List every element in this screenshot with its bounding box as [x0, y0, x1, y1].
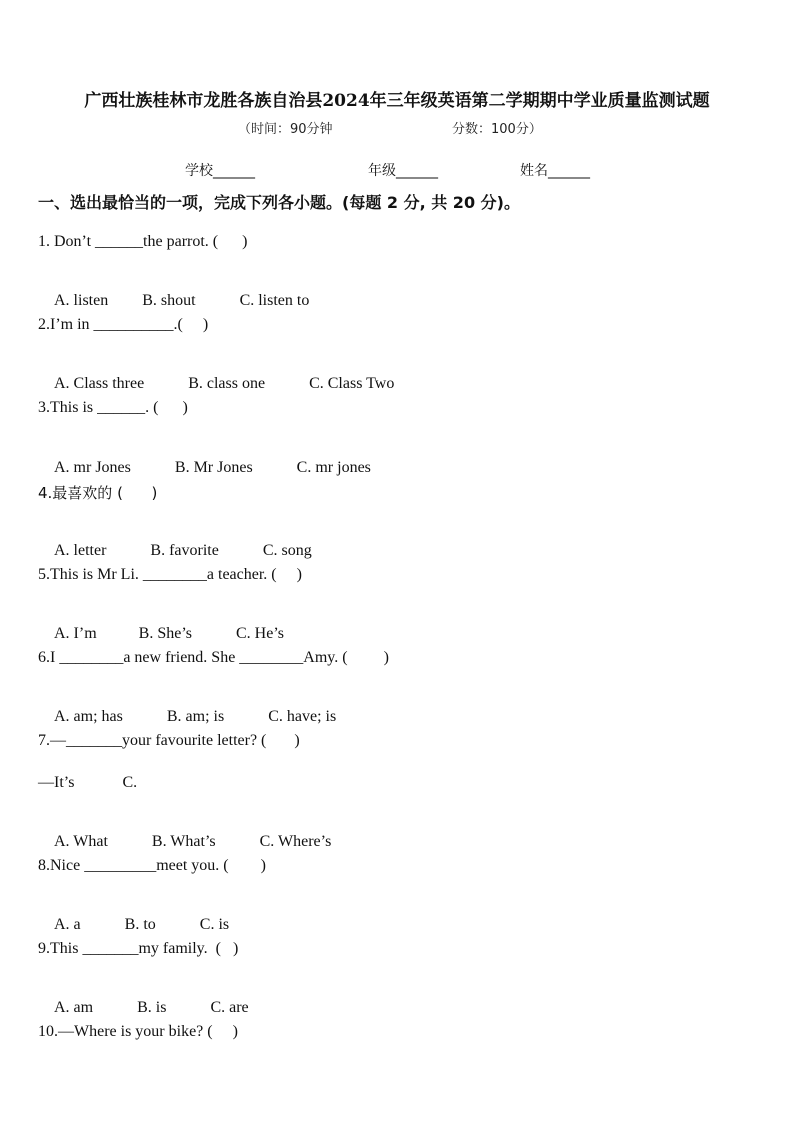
option-b[interactable]: B. She’s [138, 625, 192, 642]
question-stem: 10.—Where is your bike? ( ) [38, 1023, 238, 1040]
exam-meta [0, 118, 794, 138]
option-c[interactable]: C. have; is [268, 708, 337, 725]
option-b[interactable]: B. am; is [166, 708, 225, 725]
question-stem: 1. Don’t ______the parrot. ( ) [38, 233, 248, 250]
question-extra-line: —It’s C. [38, 774, 138, 791]
option-c[interactable]: C. is [199, 916, 230, 933]
option-c[interactable]: C. Where’s [259, 833, 332, 850]
question-stem: 7.—_______your favourite letter? ( ) [38, 732, 300, 749]
exam-time: （时间：90分钟 [238, 122, 333, 137]
option-c[interactable]: C. mr jones [296, 459, 371, 476]
option-b[interactable]: B. is [137, 999, 167, 1016]
option-b[interactable]: B. favorite [150, 542, 219, 559]
option-b[interactable]: B. to [124, 916, 156, 933]
school-field[interactable]: 学校______ [185, 163, 255, 179]
question-stem: 2.I’m in __________.( ) [38, 316, 209, 333]
grade-field[interactable]: 年级______ [368, 163, 438, 179]
option-a[interactable]: A. mr Jones [54, 459, 131, 476]
option-c[interactable]: C. are [210, 999, 249, 1016]
option-a[interactable]: A. What [54, 833, 108, 850]
option-b[interactable]: B. What’s [151, 833, 216, 850]
option-a[interactable]: A. am; has [54, 708, 123, 725]
option-a[interactable]: A. a [54, 916, 81, 933]
name-field[interactable]: 姓名______ [520, 163, 590, 179]
option-b[interactable]: B. shout [142, 292, 196, 309]
option-a[interactable]: A. letter [54, 542, 107, 559]
option-c[interactable]: C. Class Two [309, 375, 395, 392]
question-stem: 4.最喜欢的 ( ) [38, 484, 158, 502]
option-a[interactable]: A. listen [54, 292, 109, 309]
question-stem: 5.This is Mr Li. ________a teacher. ( ) [38, 566, 302, 583]
section-heading: 一、选出最恰当的一项，完成下列各小题。(每题 2 分, 共 20 分)。 [38, 193, 520, 212]
question-stem: 8.Nice _________meet you. ( ) [38, 857, 266, 874]
option-b[interactable]: B. Mr Jones [174, 459, 253, 476]
option-a[interactable]: A. Class three [54, 375, 145, 392]
option-c[interactable]: C. He’s [236, 625, 284, 642]
option-b[interactable]: B. class one [188, 375, 266, 392]
question-stem: 3.This is ______. ( ) [38, 399, 188, 416]
student-info [0, 160, 794, 180]
question-stem: 9.This _______my family. ( ) [38, 940, 239, 957]
option-c[interactable]: C. listen to [239, 292, 310, 309]
option-a[interactable]: A. am [54, 999, 94, 1016]
option-a[interactable]: A. I’m [54, 625, 97, 642]
option-c[interactable]: C. song [262, 542, 312, 559]
question-stem: 6.I ________a new friend. She ________Amy. ( ) [38, 649, 389, 666]
exam-score: 分数：100分） [452, 122, 542, 137]
exam-title: 广西壮族桂林市龙胜各族自治县2024年三年级英语第二学期期中学业质量监测试题 [84, 91, 710, 111]
